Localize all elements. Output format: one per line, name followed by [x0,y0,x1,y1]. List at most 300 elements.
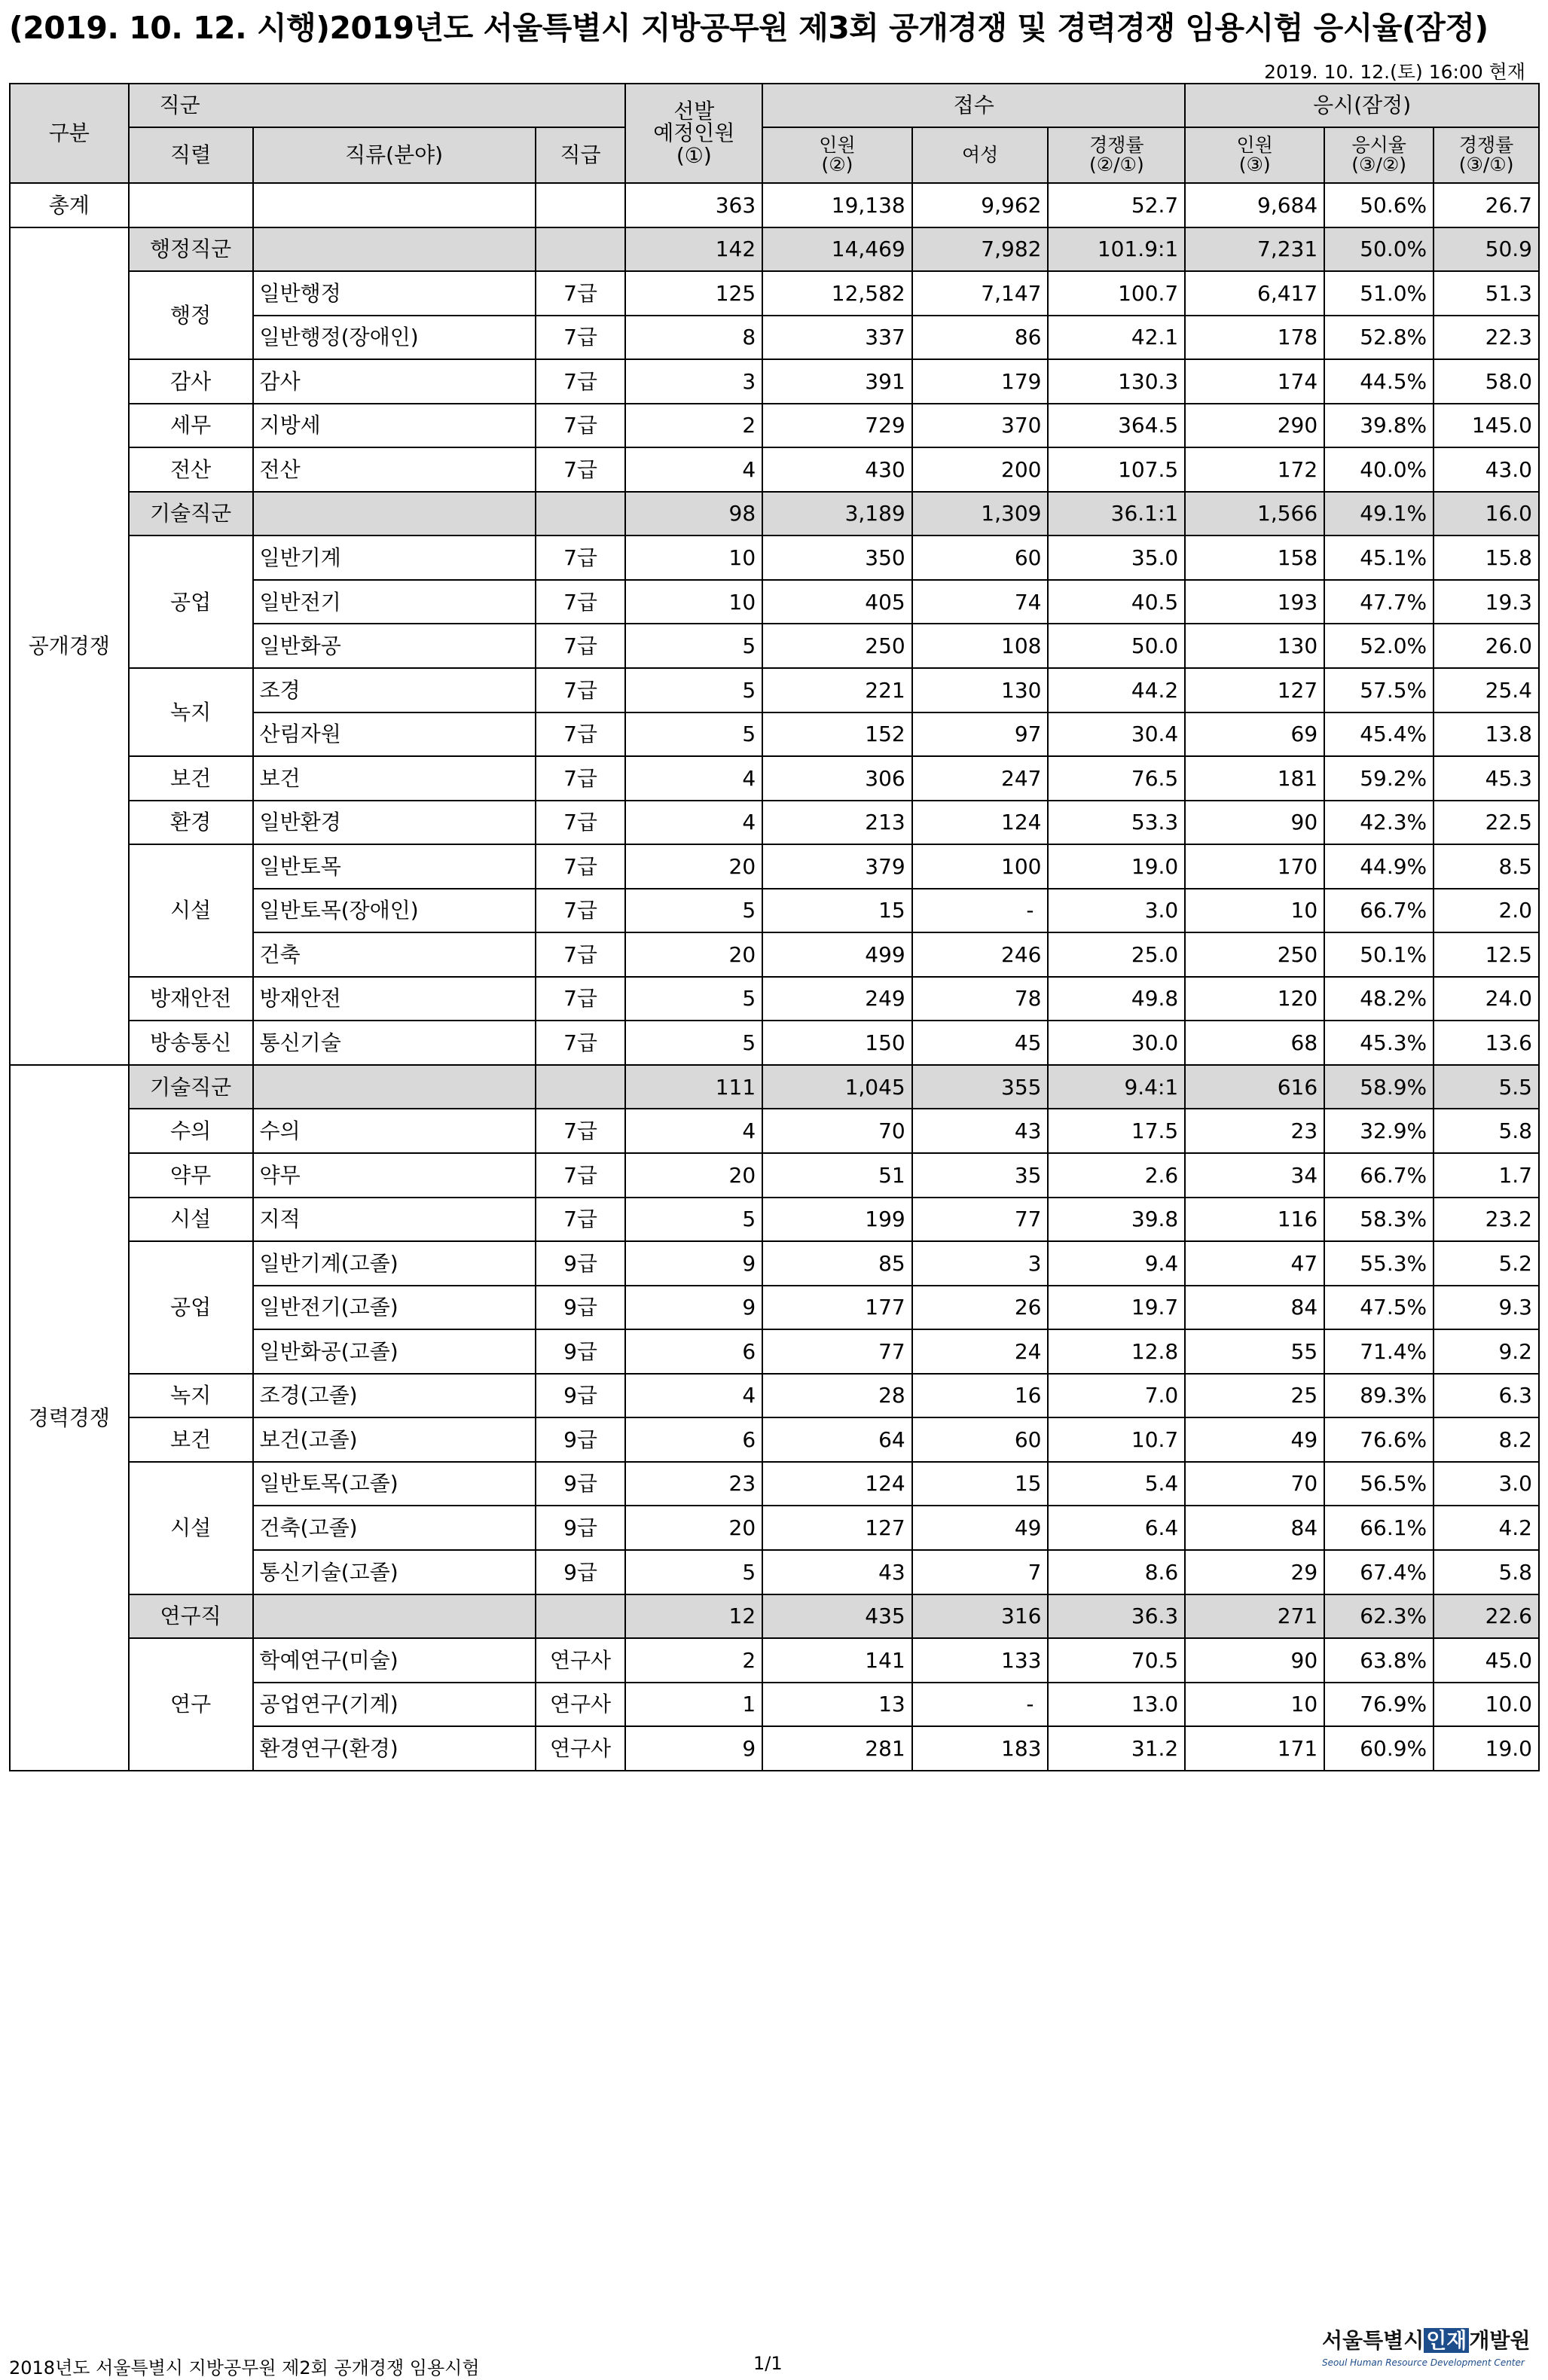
cell-ratio2: 5.8 [1434,1109,1539,1153]
field-cell: 보건 [253,756,536,801]
cell-plan: 4 [625,1374,762,1418]
cell-took: 172 [1185,447,1324,492]
field-cell: 지적 [253,1198,536,1242]
field-cell: 일반화공(고졸) [253,1329,536,1374]
header-seonbal-line2: 예정인원 [653,121,735,146]
header-jeopsu-inwon [762,127,912,183]
cell-ratio2: 5.8 [1434,1550,1539,1594]
field-cell: 공업연구(기계) [253,1683,536,1727]
cell-took: 171 [1185,1726,1324,1771]
table-row [10,1109,1539,1153]
cell-took: 25 [1185,1374,1324,1418]
cell-rate: 50.1% [1324,932,1434,977]
field-cell: 통신기술(고졸) [253,1550,536,1594]
table-row [10,668,1539,712]
cell-female: 7,982 [912,227,1049,272]
cell-female: 7 [912,1550,1049,1594]
grade-cell: 7급 [536,844,626,889]
cell-ratio2: 26.0 [1434,624,1539,668]
cell-ratio: 9.4:1 [1048,1065,1185,1109]
cell-ratio: 30.0 [1048,1021,1185,1065]
field-cell: 일반화공 [253,624,536,668]
cell-applied: 141 [762,1638,912,1683]
cell-plan: 20 [625,844,762,889]
cell-female: 370 [912,404,1049,448]
cell-ratio: 7.0 [1048,1374,1185,1418]
cell-plan: 5 [625,624,762,668]
cell-female: 3 [912,1241,1049,1286]
field-cell: 건축(고졸) [253,1506,536,1550]
cell-rate: 71.4% [1324,1329,1434,1374]
cell-ratio2: 12.5 [1434,932,1539,977]
header-jikryu: 직류(분야) [253,127,536,183]
cell-female: 35 [912,1153,1049,1198]
cell-took: 6,417 [1185,271,1324,316]
series-cell: 방재안전 [129,977,253,1021]
cell-ratio: 9.4 [1048,1241,1185,1286]
header-jeopsu-inwon-line2: (②) [821,154,853,175]
cell-applied: 150 [762,1021,912,1065]
cell-ratio2: 8.2 [1434,1417,1539,1462]
cell-took: 178 [1185,316,1324,360]
cell-ratio2: 9.2 [1434,1329,1539,1374]
cell-ratio: 10.7 [1048,1417,1185,1462]
cell-ratio: 19.0 [1048,844,1185,889]
cell-ratio2: 50.9 [1434,227,1539,272]
field-cell: 일반행정 [253,271,536,316]
cell-ratio2: 16.0 [1434,492,1539,536]
cell-ratio: 12.8 [1048,1329,1185,1374]
cell-applied: 127 [762,1506,912,1550]
cell-applied: 435 [762,1594,912,1639]
cell-took: 170 [1185,844,1324,889]
grade-cell: 7급 [536,624,626,668]
cell-female: 7,147 [912,271,1049,316]
cell-took: 250 [1185,932,1324,977]
cell-ratio2: 19.3 [1434,580,1539,624]
cell-rate: 58.9% [1324,1065,1434,1109]
header-seonbal [625,84,762,183]
cell-took: 290 [1185,404,1324,448]
cell-plan: 5 [625,712,762,757]
cell-ratio2: 6.3 [1434,1374,1539,1418]
grade-cell: 9급 [536,1286,626,1330]
header-eungsi: 응시(잠정) [1185,84,1539,127]
grade-cell: 7급 [536,447,626,492]
cell-applied: 85 [762,1241,912,1286]
grade-cell: 7급 [536,668,626,712]
cell-applied: 281 [762,1726,912,1771]
cell-plan: 363 [625,183,762,227]
header-eungsi-inwon-line1: 인원 [1236,133,1273,156]
field-cell: 환경연구(환경) [253,1726,536,1771]
cell-took: 193 [1185,580,1324,624]
grade-cell: 7급 [536,359,626,404]
cell-ratio2: 58.0 [1434,359,1539,404]
as-of-timestamp: 2019. 10. 12.(토) 16:00 현재 [1264,61,1525,83]
series-cell: 공업 [129,1241,253,1374]
logo-text-b: 인재 [1424,2328,1469,2353]
series-cell: 감사 [129,359,253,404]
cell-female: 97 [912,712,1049,757]
total-row [10,183,1539,227]
cell-female: 24 [912,1329,1049,1374]
table-row [10,1241,1539,1286]
cell-rate: 57.5% [1324,668,1434,712]
group-row-open-admin [10,227,1539,272]
cell-ratio: 364.5 [1048,404,1185,448]
table-row [10,447,1539,492]
cell-rate: 44.9% [1324,844,1434,889]
header-gyeongjaeng-a [1048,127,1185,183]
cell-plan: 5 [625,1198,762,1242]
series-cell: 연구 [129,1638,253,1771]
cell-ratio2: 45.0 [1434,1638,1539,1683]
cell-ratio: 2.6 [1048,1153,1185,1198]
field-cell: 일반환경 [253,801,536,845]
page-title: (2019. 10. 12. 시행)2019년도 서울특별시 지방공무원 제3회 공개경쟁 및 경력경쟁 임용시험 응시율(잠정) [9,10,1488,46]
group-label: 행정직군 [129,227,253,272]
grade-cell: 9급 [536,1462,626,1506]
cell-rate: 40.0% [1324,447,1434,492]
table-row [10,801,1539,845]
cell-applied: 250 [762,624,912,668]
cell-ratio2: 45.3 [1434,756,1539,801]
header-jikryeol: 직렬 [129,127,253,183]
cell-ratio: 36.3 [1048,1594,1185,1639]
cell-rate: 44.5% [1324,359,1434,404]
cell-ratio: 44.2 [1048,668,1185,712]
cell-ratio2: 43.0 [1434,447,1539,492]
category-career: 경력경쟁 [10,1065,129,1771]
cell-ratio2: 19.0 [1434,1726,1539,1771]
header-yeoseong: 여성 [912,127,1049,183]
header-jeopsu: 접수 [762,84,1185,127]
cell-rate: 47.5% [1324,1286,1434,1330]
cell-ratio2: 13.6 [1434,1021,1539,1065]
cell-took: 158 [1185,536,1324,580]
grade-cell: 7급 [536,712,626,757]
grade-cell: 7급 [536,271,626,316]
grade-cell: 연구사 [536,1638,626,1683]
field-cell: 조경 [253,668,536,712]
cell-ratio: 49.8 [1048,977,1185,1021]
group-row-open-tech [10,492,1539,536]
cell-female: 45 [912,1021,1049,1065]
cell-rate: 67.4% [1324,1550,1434,1594]
cell-plan: 4 [625,756,762,801]
cell-female: 316 [912,1594,1049,1639]
footer-document-name: 2018년도 서울특별시 지방공무원 제2회 공개경쟁 임용시험 [9,2357,480,2378]
cell-applied: 430 [762,447,912,492]
cell-ratio2: 9.3 [1434,1286,1539,1330]
cell-took: 1,566 [1185,492,1324,536]
cell-ratio2: 22.6 [1434,1594,1539,1639]
cell-ratio2: 8.5 [1434,844,1539,889]
cell-rate: 66.1% [1324,1506,1434,1550]
series-cell: 행정 [129,271,253,359]
cell-took: 271 [1185,1594,1324,1639]
cell-female: 15 [912,1462,1049,1506]
field-cell: 일반전기(고졸) [253,1286,536,1330]
cell-rate: 66.7% [1324,889,1434,933]
cell-plan: 98 [625,492,762,536]
cell-applied: 729 [762,404,912,448]
grade-cell: 9급 [536,1550,626,1594]
grade-cell: 9급 [536,1374,626,1418]
cell-applied: 51 [762,1153,912,1198]
cell-ratio2: 1.7 [1434,1153,1539,1198]
cell-ratio: 107.5 [1048,447,1185,492]
series-cell: 녹지 [129,1374,253,1418]
cell-ratio: 8.6 [1048,1550,1185,1594]
logo-text-a: 서울특별시 [1322,2328,1424,2353]
group-row-career-research [10,1594,1539,1639]
cell-took: 34 [1185,1153,1324,1198]
cell-applied: 306 [762,756,912,801]
cell-applied: 3,189 [762,492,912,536]
cell-plan: 5 [625,1550,762,1594]
group-label: 연구직 [129,1594,253,1639]
cell-applied: 28 [762,1374,912,1418]
header-gyeongjaeng-a-line1: 경쟁률 [1089,133,1144,156]
group-label: 기술직군 [129,1065,253,1109]
cell-applied: 177 [762,1286,912,1330]
cell-ratio2: 23.2 [1434,1198,1539,1242]
group-row-career-tech [10,1065,1539,1109]
cell-female: 78 [912,977,1049,1021]
cell-took: 10 [1185,889,1324,933]
cell-took: 10 [1185,1683,1324,1727]
cell-took: 7,231 [1185,227,1324,272]
cell-female: 100 [912,844,1049,889]
cell-ratio2: 26.7 [1434,183,1539,227]
cell-plan: 142 [625,227,762,272]
cell-rate: 89.3% [1324,1374,1434,1418]
cell-ratio2: 24.0 [1434,977,1539,1021]
logo-text-c: 개발원 [1469,2328,1531,2353]
cell-ratio2: 22.3 [1434,316,1539,360]
grade-cell: 7급 [536,1198,626,1242]
cell-plan: 6 [625,1417,762,1462]
grade-cell: 7급 [536,1153,626,1198]
cell-ratio: 42.1 [1048,316,1185,360]
table-row [10,977,1539,1021]
cell-applied: 1,045 [762,1065,912,1109]
cell-female: 60 [912,1417,1049,1462]
cell-ratio: 6.4 [1048,1506,1185,1550]
table-row [10,844,1539,889]
cell-ratio2: 25.4 [1434,668,1539,712]
cell-female: - [912,1683,1049,1727]
cell-female: 179 [912,359,1049,404]
cell-female: 9,962 [912,183,1049,227]
org-logo [1322,2324,1540,2374]
header-eungsi-inwon-line2: (③) [1238,154,1271,175]
cell-applied: 249 [762,977,912,1021]
cell-plan: 5 [625,668,762,712]
table-row [10,1153,1539,1198]
cell-female: 60 [912,536,1049,580]
cell-ratio: 100.7 [1048,271,1185,316]
cell-rate: 45.4% [1324,712,1434,757]
field-cell: 수의 [253,1109,536,1153]
series-cell: 시설 [129,1198,253,1242]
cell-rate: 58.3% [1324,1198,1434,1242]
field-cell: 일반기계 [253,536,536,580]
series-cell: 전산 [129,447,253,492]
cell-rate: 39.8% [1324,404,1434,448]
cell-applied: 199 [762,1198,912,1242]
total-label: 총계 [10,183,129,227]
cell-rate: 51.0% [1324,271,1434,316]
cell-applied: 221 [762,668,912,712]
cell-applied: 77 [762,1329,912,1374]
cell-ratio: 36.1:1 [1048,492,1185,536]
cell-applied: 64 [762,1417,912,1462]
cell-plan: 20 [625,932,762,977]
cell-ratio: 35.0 [1048,536,1185,580]
field-cell: 약무 [253,1153,536,1198]
cell-applied: 14,469 [762,227,912,272]
cell-applied: 379 [762,844,912,889]
cell-rate: 48.2% [1324,977,1434,1021]
cell-ratio: 76.5 [1048,756,1185,801]
field-cell: 방재안전 [253,977,536,1021]
cell-female: 247 [912,756,1049,801]
cell-female: 77 [912,1198,1049,1242]
cell-ratio: 52.7 [1048,183,1185,227]
grade-cell: 연구사 [536,1726,626,1771]
cell-ratio: 30.4 [1048,712,1185,757]
table-row [10,271,1539,316]
grade-cell: 9급 [536,1417,626,1462]
cell-ratio2: 5.2 [1434,1241,1539,1286]
table-row [10,1198,1539,1242]
cell-rate: 55.3% [1324,1241,1434,1286]
cell-rate: 76.9% [1324,1683,1434,1727]
cell-took: 23 [1185,1109,1324,1153]
cell-ratio: 50.0 [1048,624,1185,668]
cell-rate: 50.0% [1324,227,1434,272]
cell-applied: 19,138 [762,183,912,227]
header-eungsi-inwon [1185,127,1324,183]
series-cell: 약무 [129,1153,253,1198]
field-cell: 일반토목(고졸) [253,1462,536,1506]
grade-cell: 7급 [536,1109,626,1153]
grade-cell: 7급 [536,801,626,845]
cell-rate: 52.0% [1324,624,1434,668]
grade-cell: 7급 [536,889,626,933]
grade-cell: 7급 [536,316,626,360]
cell-plan: 10 [625,536,762,580]
cell-ratio: 19.7 [1048,1286,1185,1330]
header-eungsiyul [1324,127,1434,183]
field-cell: 통신기술 [253,1021,536,1065]
grade-cell: 7급 [536,756,626,801]
cell-took: 616 [1185,1065,1324,1109]
cell-applied: 213 [762,801,912,845]
cell-female: 108 [912,624,1049,668]
cell-plan: 9 [625,1286,762,1330]
cell-ratio2: 15.8 [1434,536,1539,580]
table-row [10,1417,1539,1462]
cell-rate: 32.9% [1324,1109,1434,1153]
cell-applied: 405 [762,580,912,624]
cell-plan: 12 [625,1594,762,1639]
table-row [10,1462,1539,1506]
cell-applied: 152 [762,712,912,757]
cell-took: 174 [1185,359,1324,404]
cell-female: 49 [912,1506,1049,1550]
cell-plan: 5 [625,977,762,1021]
cell-plan: 23 [625,1462,762,1506]
cell-plan: 5 [625,889,762,933]
series-cell: 공업 [129,536,253,668]
cell-rate: 76.6% [1324,1417,1434,1462]
cell-ratio2: 13.8 [1434,712,1539,757]
cell-ratio: 13.0 [1048,1683,1185,1727]
cell-female: - [912,889,1049,933]
field-cell: 지방세 [253,404,536,448]
grade-cell: 7급 [536,977,626,1021]
cell-plan: 5 [625,1021,762,1065]
cell-rate: 45.3% [1324,1021,1434,1065]
field-cell: 일반토목(장애인) [253,889,536,933]
grade-cell: 7급 [536,580,626,624]
field-cell: 일반행정(장애인) [253,316,536,360]
cell-rate: 50.6% [1324,183,1434,227]
cell-plan: 6 [625,1329,762,1374]
cell-ratio: 101.9:1 [1048,227,1185,272]
cell-rate: 63.8% [1324,1638,1434,1683]
cell-took: 68 [1185,1021,1324,1065]
grade-cell: 7급 [536,1021,626,1065]
cell-took: 116 [1185,1198,1324,1242]
cell-ratio: 39.8 [1048,1198,1185,1242]
header-gyeongjaeng-b [1434,127,1539,183]
cell-took: 90 [1185,801,1324,845]
cell-plan: 9 [625,1726,762,1771]
cell-ratio: 40.5 [1048,580,1185,624]
header-eungsiyul-line2: (③/②) [1351,154,1407,175]
field-cell: 일반기계(고졸) [253,1241,536,1286]
cell-ratio: 130.3 [1048,359,1185,404]
header-gyeongjaeng-b-line2: (③/①) [1458,154,1514,175]
cell-plan: 1 [625,1683,762,1727]
cell-ratio: 31.2 [1048,1726,1185,1771]
table-row [10,756,1539,801]
cell-took: 69 [1185,712,1324,757]
field-cell: 일반전기 [253,580,536,624]
cell-applied: 337 [762,316,912,360]
cell-took: 84 [1185,1506,1324,1550]
field-cell: 조경(고졸) [253,1374,536,1418]
cell-plan: 111 [625,1065,762,1109]
header-row-1 [10,84,1539,127]
cell-ratio: 70.5 [1048,1638,1185,1683]
cell-took: 70 [1185,1462,1324,1506]
header-seonbal-line3: (①) [676,142,712,168]
series-cell: 시설 [129,1462,253,1594]
grade-cell: 9급 [536,1506,626,1550]
cell-took: 127 [1185,668,1324,712]
cell-ratio2: 145.0 [1434,404,1539,448]
series-cell: 녹지 [129,668,253,756]
cell-took: 181 [1185,756,1324,801]
cell-plan: 4 [625,1109,762,1153]
table-row [10,1638,1539,1683]
